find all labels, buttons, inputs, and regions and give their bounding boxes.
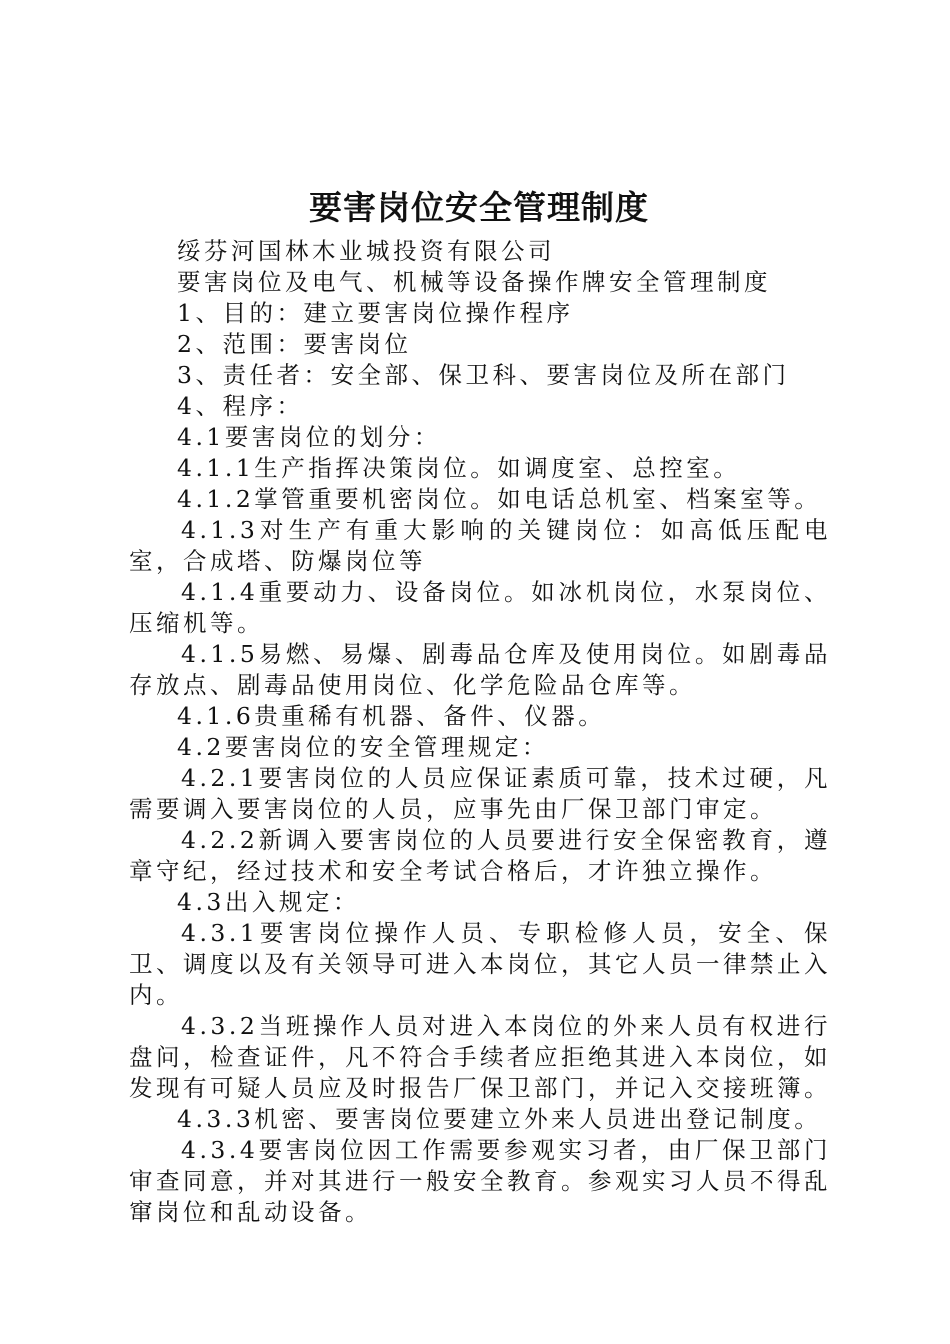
paragraph-4-1-5: 4.1.5易燃、易爆、剧毒品仓库及使用岗位。如剧毒品存放点、剧毒品使用岗位、化学危险品仓库等。 <box>129 640 831 699</box>
paragraph-4-3-2: 4.3.2当班操作人员对进入本岗位的外来人员有权进行盘问，检查证件，凡不符合手续者应拒绝其进入本岗位，如发现有可疑人员应及时报告厂保卫部门，并记入交接班簿。 <box>129 1012 831 1102</box>
paragraph-4-1-3: 4.1.3对生产有重大影响的关键岗位：如高低压配电室，合成塔、防爆岗位等 <box>129 516 831 575</box>
paragraph-scope: 2、范围：要害岗位 <box>177 330 412 358</box>
paragraph-4-2-2: 4.2.2新调入要害岗位的人员要进行安全保密教育，遵章守纪，经过技术和安全考试合格后，才许独立操作。 <box>129 826 831 885</box>
paragraph-subtitle: 要害岗位及电气、机械等设备操作牌安全管理制度 <box>177 268 771 296</box>
paragraph-responsible: 3、责任者：安全部、保卫科、要害岗位及所在部门 <box>177 361 790 389</box>
paragraph-4-2-1: 4.2.1要害岗位的人员应保证素质可靠，技术过硬，凡需要调入要害岗位的人员，应事先由厂保卫部门审定。 <box>129 764 831 823</box>
paragraph-purpose: 1、目的：建立要害岗位操作程序 <box>177 299 574 327</box>
paragraph-4-1-1: 4.1.1生产指挥决策岗位。如调度室、总控室。 <box>177 454 741 482</box>
paragraph-4-3-4: 4.3.4要害岗位因工作需要参观实习者，由厂保卫部门审查同意，并对其进行一般安全教育。参观实习人员不得乱窜岗位和乱动设备。 <box>129 1136 831 1226</box>
paragraph-4-3-3: 4.3.3机密、要害岗位要建立外来人员进出登记制度。 <box>177 1105 822 1133</box>
paragraph-4-3: 4.3出入规定： <box>177 888 360 916</box>
paragraph-4-3-1: 4.3.1要害岗位操作人员、专职检修人员，安全、保卫、调度以及有关领导可进入本岗位，其它人员一律禁止入内。 <box>129 919 831 1009</box>
document-body <box>129 236 831 1228</box>
paragraph-4-1-4: 4.1.4重要动力、设备岗位。如冰机岗位，水泵岗位、压缩机等。 <box>129 578 831 637</box>
paragraph-4-2: 4.2要害岗位的安全管理规定： <box>177 733 549 761</box>
paragraph-procedure: 4、程序： <box>177 392 304 420</box>
document-title: 要害岗位安全管理制度 <box>309 188 649 227</box>
paragraph-4-1: 4.1要害岗位的划分： <box>177 423 441 451</box>
paragraph-4-1-2: 4.1.2掌管重要机密岗位。如电话总机室、档案室等。 <box>177 485 822 513</box>
paragraph-4-1-6: 4.1.6贵重稀有机器、备件、仪器。 <box>177 702 606 730</box>
paragraph-company: 绥芬河国林木业城投资有限公司 <box>177 237 555 265</box>
